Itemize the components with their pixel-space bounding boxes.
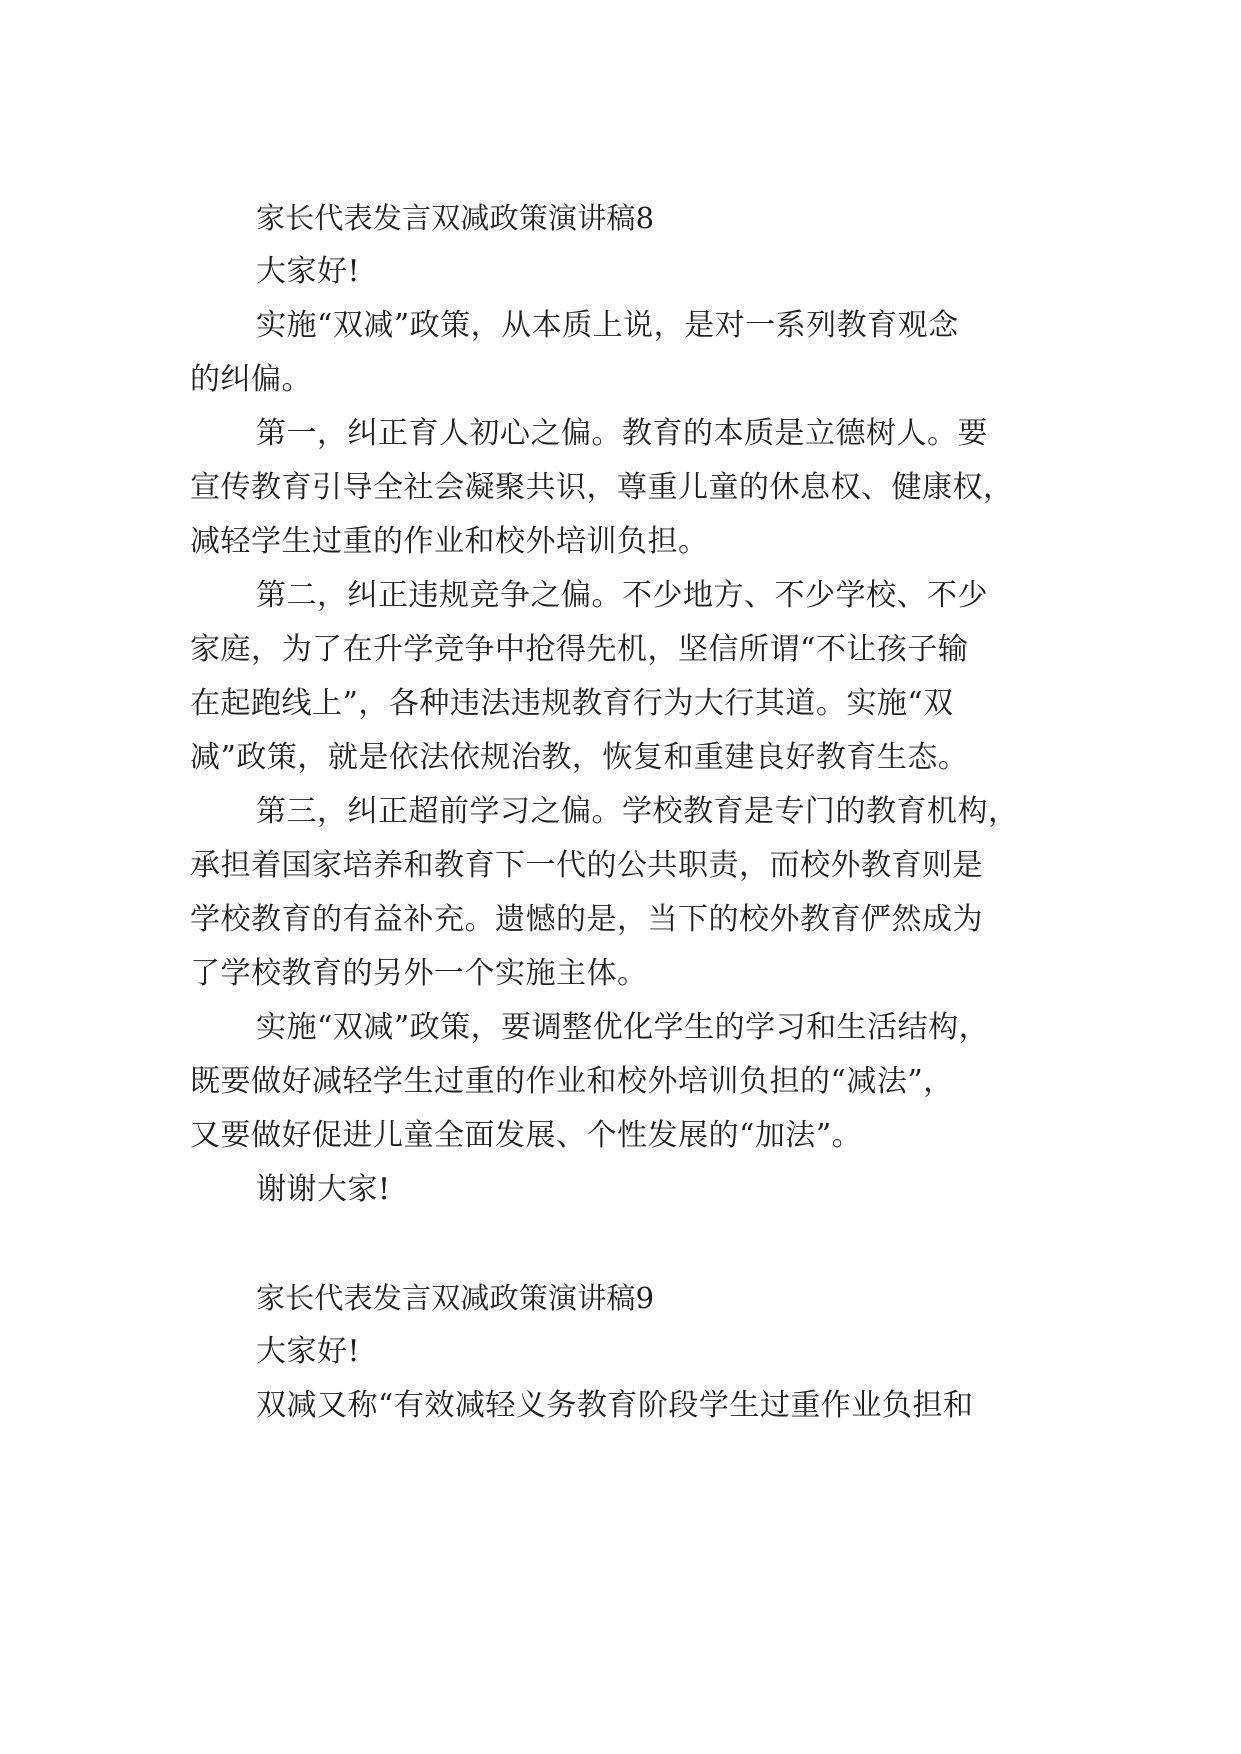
- paragraph-line: 实施“双减”政策，从本质上说，是对一系列教育观念: [256, 308, 959, 343]
- paragraph-line: 第三，纠正超前学习之偏。学校教育是专门的教育机构，: [256, 794, 1019, 829]
- paragraph-line: 学校教育的有益补充。遗憾的是，当下的校外教育俨然成为: [190, 902, 983, 937]
- section-title: 家长代表发言双减政策演讲稿8: [256, 201, 655, 235]
- paragraph-line: 在起跑线上”，各种违法违规教育行为大行其道。实施“双: [190, 686, 954, 721]
- paragraph-line: 双减又称“有效减轻义务教育阶段学生过重作业负担和: [256, 1388, 974, 1423]
- paragraph-line: 实施“双减”政策，要调整优化学生的学习和生活结构，: [256, 1010, 990, 1045]
- paragraph-line: 第一，纠正育人初心之偏。教育的本质是立德树人。要: [256, 416, 988, 451]
- paragraph-line: 了学校教育的另外一个实施主体。: [190, 956, 648, 991]
- paragraph-line: 又要做好促进儿童全面发展、个性发展的“加法”。: [190, 1118, 863, 1153]
- section-title: 家长代表发言双减政策演讲稿9: [256, 1281, 655, 1315]
- closing-line: 谢谢大家!: [256, 1172, 391, 1207]
- paragraph-line: 的纠偏。: [190, 362, 312, 397]
- paragraph-line: 承担着国家培养和教育下一代的公共职责，而校外教育则是: [190, 848, 983, 883]
- paragraph-line: 减轻学生过重的作业和校外培训负担。: [190, 524, 709, 559]
- paragraph-line: 家庭，为了在升学竞争中抢得先机，坚信所谓“不让孩子输: [190, 632, 969, 667]
- greeting: 大家好!: [256, 254, 361, 289]
- paragraph-line: 既要做好减轻学生过重的作业和校外培训负担的“减法”，: [190, 1064, 954, 1099]
- paragraph-line: 宣传教育引导全社会凝聚共识，尊重儿童的休息权、健康权，: [190, 470, 1014, 505]
- paragraph-line: 减”政策，就是依法依规治教，恢复和重建良好教育生态。: [190, 740, 969, 775]
- paragraph-line: 第二，纠正违规竞争之偏。不少地方、不少学校、不少: [256, 578, 988, 613]
- greeting: 大家好!: [256, 1334, 361, 1369]
